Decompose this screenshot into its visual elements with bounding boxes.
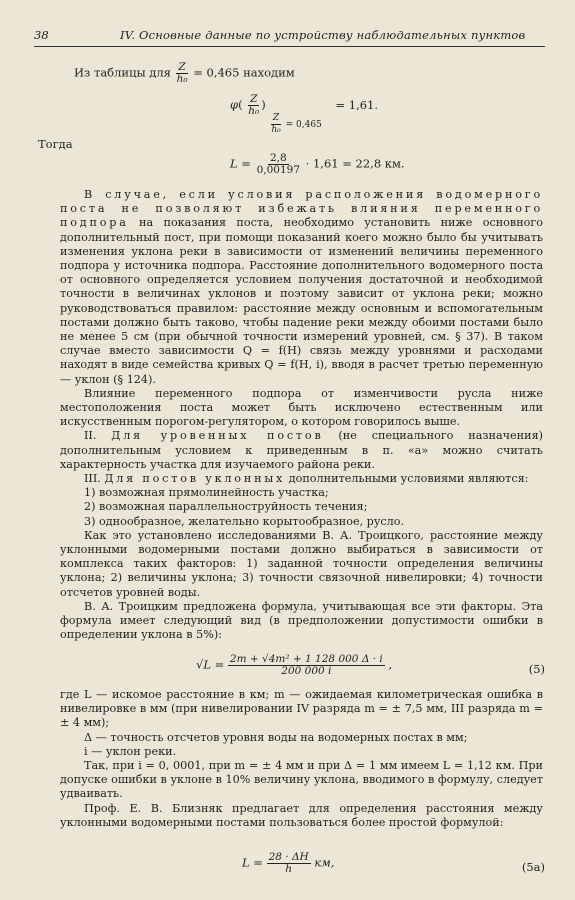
formula5-comma: , [388, 657, 393, 672]
paragraph-delta: Δ — точность отсчетов уровня воды на водомерных постах в мм; [84, 730, 468, 744]
equation-number-5: (5) [528, 662, 545, 676]
formula3-rest: · 1,61 = 22,8 км. [305, 156, 405, 171]
frac-den: 0,00197 [256, 164, 301, 176]
paragraph-i: i — уклон реки. [84, 744, 177, 758]
frac-num: Z [272, 112, 280, 123]
phi-symbol: φ [230, 97, 239, 112]
running-title: IV. Основные данные по устройству наблюдательных пунктов [120, 28, 526, 42]
section-lead: II. [84, 429, 112, 443]
paragraph-channel: Влияние переменного подпора от изменчивости русла ниже местоположения поста может быть исключено естественным или искусственным порогом-регулятором, о котором говорилось выше. [60, 386, 543, 429]
formula-phi: φ( $\frac{Z}{\text{h₀}}$ ) $\frac{Z}{\text{h₀}}$ = 0,465 = 1,61. [230, 93, 379, 135]
conditions-list [60, 486, 543, 529]
spaced-text: Для постов уклонных [104, 472, 286, 486]
formula5a-rest: км, [314, 855, 335, 870]
spaced-text: В случае, если условия расположения водомерного поста не позволяют избежать влияния переменного подпора [60, 188, 543, 230]
page-header [34, 24, 545, 47]
phi-subscript [269, 113, 321, 136]
paragraph-example: Так, при i = 0, 0001, при m = ± 4 мм и при Δ = 1 мм имеем L = 1,12 км. При допуске ошибки в уклоне в 10% величину уклона, вводимого в формулу, следует удваивать. [60, 759, 543, 801]
phi-inner-fraction [246, 94, 261, 117]
formula-table-lookup [74, 62, 295, 85]
list-item: 1) возможная прямолинейность участка; [84, 486, 329, 500]
paragraph-slope-posts [60, 472, 543, 486]
list-item: 3) однообразное, желательно корытообразное, русло. [84, 514, 405, 528]
frac-den: h₀ [176, 73, 188, 85]
frac-den: h [285, 863, 293, 875]
section-lead: III. [84, 472, 105, 486]
fraction-z-h0 [175, 62, 190, 85]
togda-label: Тогда [38, 137, 73, 151]
frac-num: Z [250, 93, 258, 105]
page-number: 38 [34, 28, 49, 42]
frac-num: 2m + √4m² + 1 128 000 Δ · i [229, 653, 383, 665]
paragraph-bliznyak: Проф. Е. В. Близняк предлагает для определения расстояния между уклонными водомерными постами пользоваться более простой формулой: [60, 801, 543, 829]
equation-number-5a: (5а) [521, 860, 545, 874]
frac-num: 28 · ΔH [268, 851, 309, 863]
spaced-text: Для уровенных постов [111, 429, 324, 443]
paragraph-backwater [60, 188, 543, 387]
formula-l-result [230, 153, 405, 176]
list-item: 2) возможная параллельноструйность течения; [84, 500, 368, 514]
paragraph-where: где L — искомое расстояние в км; m — ожидаемая километрическая ошибка в нивелировке в мм (при нивелировании IV разряда m = ± 7,5 мм, III разряда m = ± 4 мм); [60, 688, 543, 730]
formula1-prefix: Из таблицы для [74, 65, 171, 80]
formula3-fraction [255, 153, 302, 176]
paragraph-troitsky: Как это установлено исследованиями В. А. Троицкого, расстояние между уклонными водомерными постами должно выбираться в зависимости от комплекса таких факторов: 1) заданной точности определения величины уклона; 2) величины уклона; 3) точности связочной нивелировки; 4) точности отсчетов уровней воды. [60, 528, 543, 599]
frac-den: h₀ [248, 105, 260, 117]
paragraph-text: (не специального назначения) дополнительным условием к приведенным в п. «а» можно считать характерность участка для изучаемого района реки. [60, 429, 544, 471]
formula-5a [242, 852, 334, 875]
formula3-lhs: L = [230, 156, 251, 171]
sub-fraction [269, 113, 282, 136]
formula5a-fraction [267, 852, 311, 875]
text-block-definitions [60, 688, 543, 830]
paragraph-formula-intro: В. А. Троицким предложена формула, учитывающая все эти факторы. Эта формула имеет следующий вид (в предположении допустимости ошибки в определении уклона в 5%): [60, 599, 543, 642]
formula5-lhs: √L = [196, 657, 225, 672]
paragraph-level-posts [60, 429, 543, 472]
frac-den: h₀ [271, 124, 281, 135]
frac-den: 200 000 i [281, 665, 332, 677]
sub-value: = 0,465 [285, 119, 322, 130]
paragraph-text: на показания поста, необходимо установить ниже основного дополнительный пост, при помощи показаний коего можно было бы учитывать изменения уклона реки в зависимости от изменений величины переменного подпора у источника подпора. Расстояние дополнительного водомерного поста от основного определяется условием получения достаточной и необходимой точности в величинах уклонов и поэтому зависит от уклона реки; можно руководствоваться правилом: расстояние между основным и вспомогательным постами должно быть таково, чтобы падение реки между обоими постами было не менее 5 см (при обычной точности измерений уровней, см. § 37). В таком случае вместо зависимости Q = f(H) связь между уровнями и расходами находят в виде семейства кривых Q = f(H, i), вводя в расчет третью переменную — уклон (§ 124). [60, 216, 543, 386]
phi-result: = 1,61. [335, 97, 379, 112]
formula-5 [196, 654, 392, 677]
paragraph-text: дополнительными условиями являются: [285, 472, 529, 486]
text-block-main [60, 188, 543, 643]
formula1-suffix: = 0,465 находим [193, 65, 295, 80]
frac-num: Z [178, 61, 186, 73]
formula5a-lhs: L = [242, 855, 263, 870]
frac-num: 2,8 [269, 152, 287, 164]
formula5-fraction [228, 654, 385, 677]
